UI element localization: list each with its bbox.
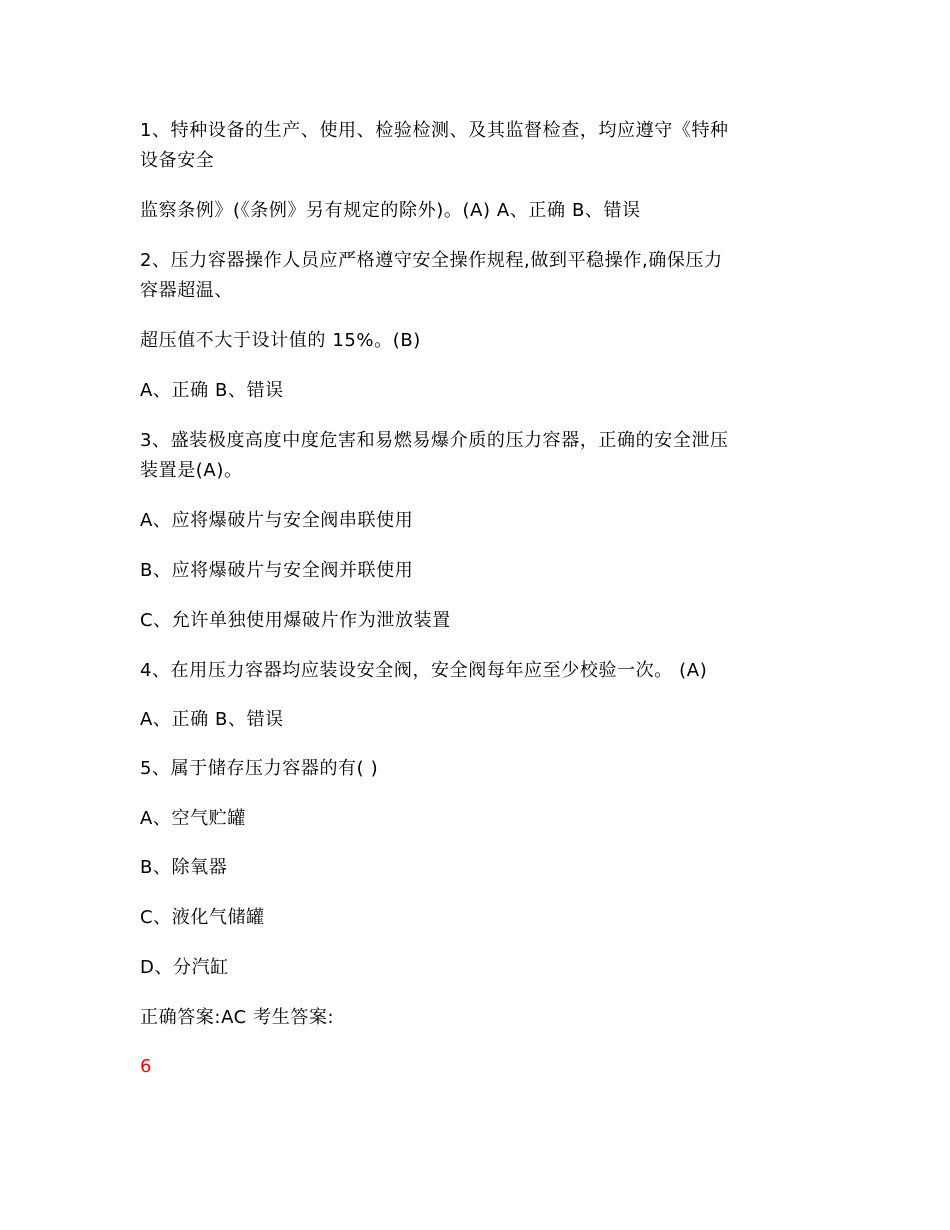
q3-line-1: 3、盛装极度高度中度危害和易燃易爆介质的压力容器，正确的安全泄压 [140,430,729,451]
q1-line-1: 1、特种设备的生产、使用、检验检测、及其监督检查，均应遵守《特种 [140,120,729,141]
q5-option-a: A、空气贮罐 [140,808,246,829]
q6-number: 6 [140,1056,153,1077]
q5-line-1: 5、属于储存压力容器的有( ) [140,758,379,779]
q5-option-b: B、除氧器 [140,857,228,878]
q5-option-d: D、分汽缸 [140,957,229,978]
q1-line-2: 设备安全 [140,150,215,171]
q2-options: A、正确 B、错误 [140,380,284,401]
q2-line-1: 2、压力容器操作人员应严格遵守安全操作规程,做到平稳操作,确保压力 [140,250,723,271]
q2-line-2: 容器超温、 [140,280,233,301]
q3-option-b: B、应将爆破片与安全阀并联使用 [140,560,414,581]
q1-line-3: 监察条例》(《条例》另有规定的除外)。(A) A、正确 B、错误 [140,200,641,221]
q3-option-c: C、允许单独使用爆破片作为泄放装置 [140,610,451,631]
q4-line-1: 4、在用压力容器均应装设安全阀，安全阀每年应至少校验一次。 (A) [140,660,708,681]
q5-answer: 正确答案:AC 考生答案: [140,1007,335,1028]
q3-line-2: 装置是(A)。 [140,460,243,481]
q2-line-3: 超压值不大于设计值的 15%。(B) [140,330,421,351]
q3-option-a: A、应将爆破片与安全阀串联使用 [140,510,414,531]
q4-options: A、正确 B、错误 [140,709,284,730]
q5-option-c: C、液化气储罐 [140,907,265,928]
